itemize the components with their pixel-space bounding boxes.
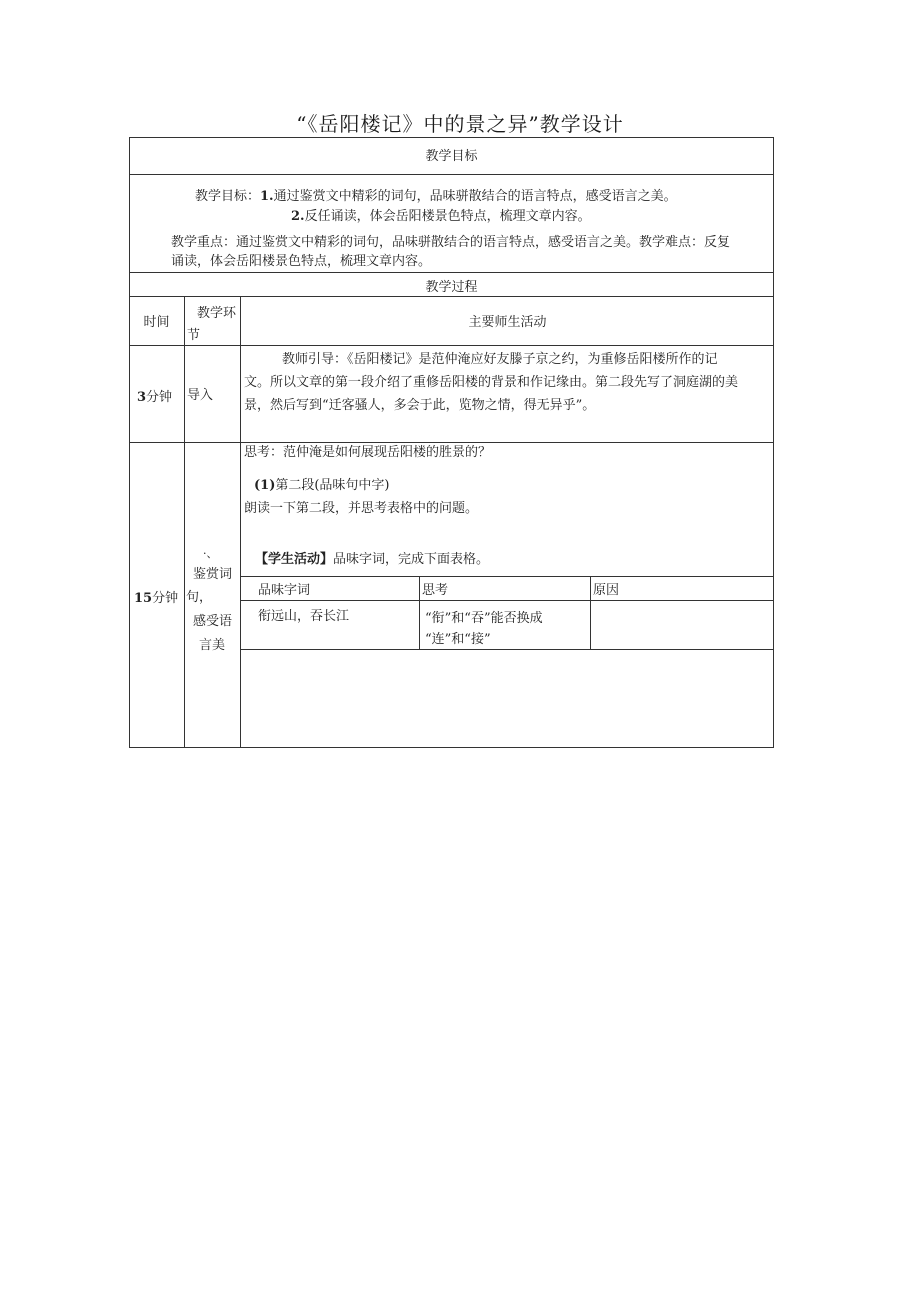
divider [241, 600, 774, 601]
row1-activity-line-2: 文。所以文章的第一段介绍了重修岳阳楼的背景和作记缘由。第二段先写了洞庭湖的美 [244, 375, 739, 390]
row2-subheading-number: (1) [254, 478, 276, 493]
row2-student-activity [255, 550, 489, 569]
column-header-stage-2: 节 [187, 328, 201, 343]
divider [240, 296, 241, 748]
column-header-activity: 主要师生活动 [468, 315, 547, 330]
goal-text-2: 反任诵读，体会岳阳楼景色特点，梳理文章内容。 [304, 209, 591, 224]
inner-table-header-think: 思考 [422, 583, 449, 598]
divider [590, 576, 591, 649]
row1-time-number: 3 [137, 390, 147, 405]
row2-think-question: 思考：范仲淹是如何展现岳阳楼的胜景的？ [244, 445, 492, 460]
row2-stage-line-1: 鉴赏词 [193, 567, 233, 582]
divider [184, 296, 185, 748]
divider [419, 576, 420, 649]
row1-activity-line-1: 教师引导：《岳阳楼记》是范仲淹应好友滕子京之约，为重修岳阳楼所作的记 [282, 352, 718, 367]
keypoints-line-2: 诵读，体会岳阳楼景色特点，梳理文章内容。 [171, 254, 432, 269]
row2-stage-line-3: 感受语 [193, 614, 233, 629]
inner-table-header-reason: 原因 [593, 583, 620, 598]
divider [129, 345, 774, 346]
goal-line-1 [195, 187, 677, 206]
page-title: “《岳阳楼记》中的景之异”教学设计 [296, 112, 624, 136]
divider [129, 174, 774, 175]
keypoints-line-1: 教学重点：通过鉴赏文中精彩的词句，品味骈散结合的语言特点，感受语言之美。教学难点：反复 [171, 235, 731, 250]
objectives-header: 教学目标 [425, 149, 478, 164]
column-header-time: 时间 [143, 315, 170, 330]
row2-time [134, 589, 178, 608]
goal-line-2 [291, 207, 591, 226]
row2-subheading-text: 第二段(品味句中字) [275, 478, 390, 493]
goal-text-1: 通过鉴赏文中精彩的词句，品味骈散结合的语言特点，感受语言之美。 [273, 189, 677, 204]
row1-time-unit: 分钟 [146, 390, 173, 405]
row2-stage-mark: ·、 [203, 547, 218, 560]
row2-stage-line-2: 句， [186, 590, 213, 605]
inner-table-cell-word: 衔远山，吞长江 [258, 609, 350, 624]
goal-number-1: 1. [260, 189, 274, 204]
row2-time-unit: 分钟 [152, 591, 179, 606]
row2-time-number: 15 [134, 591, 153, 606]
row1-time [137, 388, 172, 407]
row2-stage-line-4: 言美 [199, 638, 226, 653]
goal-label: 教学目标： [195, 189, 261, 204]
inner-table-header-word: 品味字词 [258, 583, 311, 598]
inner-table-cell-think-1: “衔”和“吞”能否换成 [425, 611, 543, 626]
column-header-stage-1: 教学环 [197, 306, 237, 321]
divider [241, 576, 774, 577]
row2-subheading [254, 476, 390, 495]
divider [241, 649, 774, 650]
divider [129, 272, 774, 273]
row1-stage: 导入 [187, 388, 214, 403]
goal-number-2: 2. [291, 209, 305, 224]
inner-table-cell-think-2: “连”和“接” [425, 632, 491, 647]
row1-activity-line-3: 景，然后写到“迁客骚人，多会于此，览物之情，得无异乎”。 [244, 398, 596, 413]
process-header: 教学过程 [425, 280, 478, 295]
student-activity-text: 品味字词，完成下面表格。 [333, 552, 490, 567]
student-activity-label: 【学生活动】 [255, 552, 334, 567]
row2-read-instruction: 朗读一下第二段，并思考表格中的问题。 [244, 501, 479, 516]
